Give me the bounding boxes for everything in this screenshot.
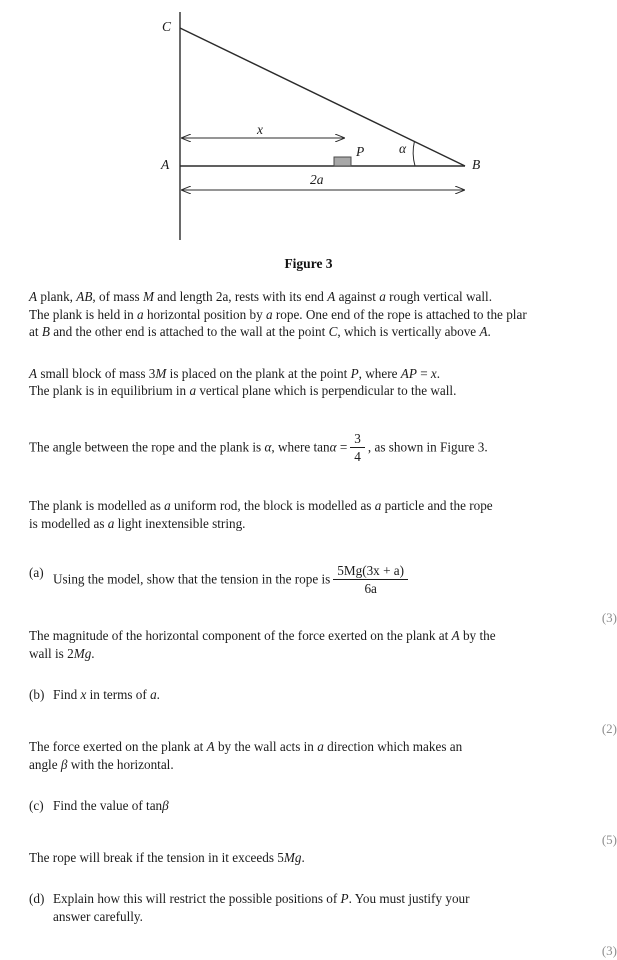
rope-line: [180, 28, 465, 166]
intro-line-2: The plank is held in a horizontal position by a rope. One end of the rope is attached to the plar: [29, 306, 527, 322]
break-line-1: The rope will break if the tension in it exceeds 5Mg.: [29, 849, 305, 865]
part-a-statement: Using the model, show that the tension in the rope is: [53, 571, 331, 587]
block-at-p: [334, 157, 351, 166]
question-part-d: [29, 890, 617, 925]
figure-label-c: C: [162, 19, 172, 34]
part-c-letter: (c): [29, 798, 44, 814]
model-paragraph: [29, 497, 617, 532]
figure-svg: [0, 0, 617, 250]
part-d-text: [53, 890, 617, 925]
block-line-1: A small block of mass 3M is placed on the plank at the point P, where AP = x.: [29, 365, 441, 381]
block-paragraph: [29, 365, 617, 400]
angle-arc: [413, 141, 415, 166]
tension-fraction: [333, 563, 408, 596]
figure-label-2a: 2a: [310, 172, 324, 187]
spacer: [29, 353, 617, 365]
beta-line-1: The force exerted on the plank at A by the wall acts in a direction which makes an: [29, 738, 463, 754]
intro-line-1: A plank, AB, of mass M and length 2a, rests with its end A against a rough vertical wall.: [29, 289, 493, 304]
marks-b: (2): [601, 720, 617, 736]
marks-a: (3): [601, 610, 617, 626]
part-d-line-2: answer carefully.: [53, 908, 143, 924]
part-b-text: Find x in terms of a.: [53, 687, 160, 703]
marks-d: (3): [601, 942, 617, 958]
marks-row-b: [29, 704, 617, 738]
model-line-1: The plank is modelled as a uniform rod, the block is modelled as a particle and the rope: [29, 497, 493, 513]
part-d-line-1: Explain how this will restrict the possible positions of P. You must justify your: [53, 891, 470, 907]
fraction-denominator: 4: [354, 448, 361, 464]
part-c-text: Find the value of tanβ: [53, 798, 169, 814]
rope-break-paragraph: [29, 849, 617, 867]
spacer: [29, 674, 617, 686]
horizontal-line-2: wall is 2Mg.: [29, 645, 95, 661]
question-part-b: [29, 686, 617, 704]
marks-c: (5): [601, 831, 617, 847]
question-part-c: [29, 797, 617, 815]
marks-row-c: [29, 815, 617, 849]
intro-paragraph: [29, 288, 617, 341]
part-d-letter: (d): [29, 891, 45, 907]
angle-paragraph: [29, 432, 617, 465]
figure-label-alpha: α: [399, 141, 407, 156]
figure-label-x: x: [257, 122, 263, 137]
question-body: [29, 288, 617, 960]
block-line-2: The plank is in equilibrium in a vertical plane which is perpendicular to the wall.: [29, 383, 457, 399]
model-line-2: is modelled as a light inextensible string.: [29, 515, 246, 531]
fraction-denominator: 6a: [364, 581, 377, 597]
beta-line-2: angle β with the horizontal.: [29, 756, 174, 772]
spacer: [29, 785, 617, 797]
figure-caption: Figure 3: [284, 256, 333, 271]
spacer: [29, 412, 617, 432]
horizontal-line-1: The magnitude of the horizontal component of the force exerted on the plank at A by the: [29, 628, 496, 644]
angle-text-suffix: , as shown in Figure 3.: [367, 439, 488, 455]
beta-angle-paragraph: [29, 738, 617, 773]
figure-label-b: B: [472, 157, 481, 172]
question-part-a: [29, 564, 617, 597]
figure-diagram: [0, 0, 617, 250]
intro-line-3: at B and the other end is attached to the wall at the point C, which is vertically above A.: [29, 324, 491, 340]
figure-label-p: P: [356, 144, 365, 159]
angle-text-prefix: The angle between the rope and the plank is α, where tanα =: [29, 439, 348, 455]
part-a-text: [53, 564, 617, 597]
marks-row-a: [29, 597, 617, 627]
spacer: [29, 878, 617, 890]
horizontal-force-paragraph: [29, 627, 617, 662]
tan-alpha-fraction: [350, 431, 365, 464]
spacer: [29, 544, 617, 564]
part-a-letter: (a): [29, 565, 44, 581]
fraction-numerator: 5Mg(3x + a): [333, 563, 408, 580]
figure-label-a: A: [161, 157, 170, 172]
fraction-numerator: 3: [350, 431, 365, 448]
spacer: [29, 477, 617, 497]
part-b-letter: (b): [29, 687, 45, 703]
marks-row-d: [29, 926, 617, 960]
